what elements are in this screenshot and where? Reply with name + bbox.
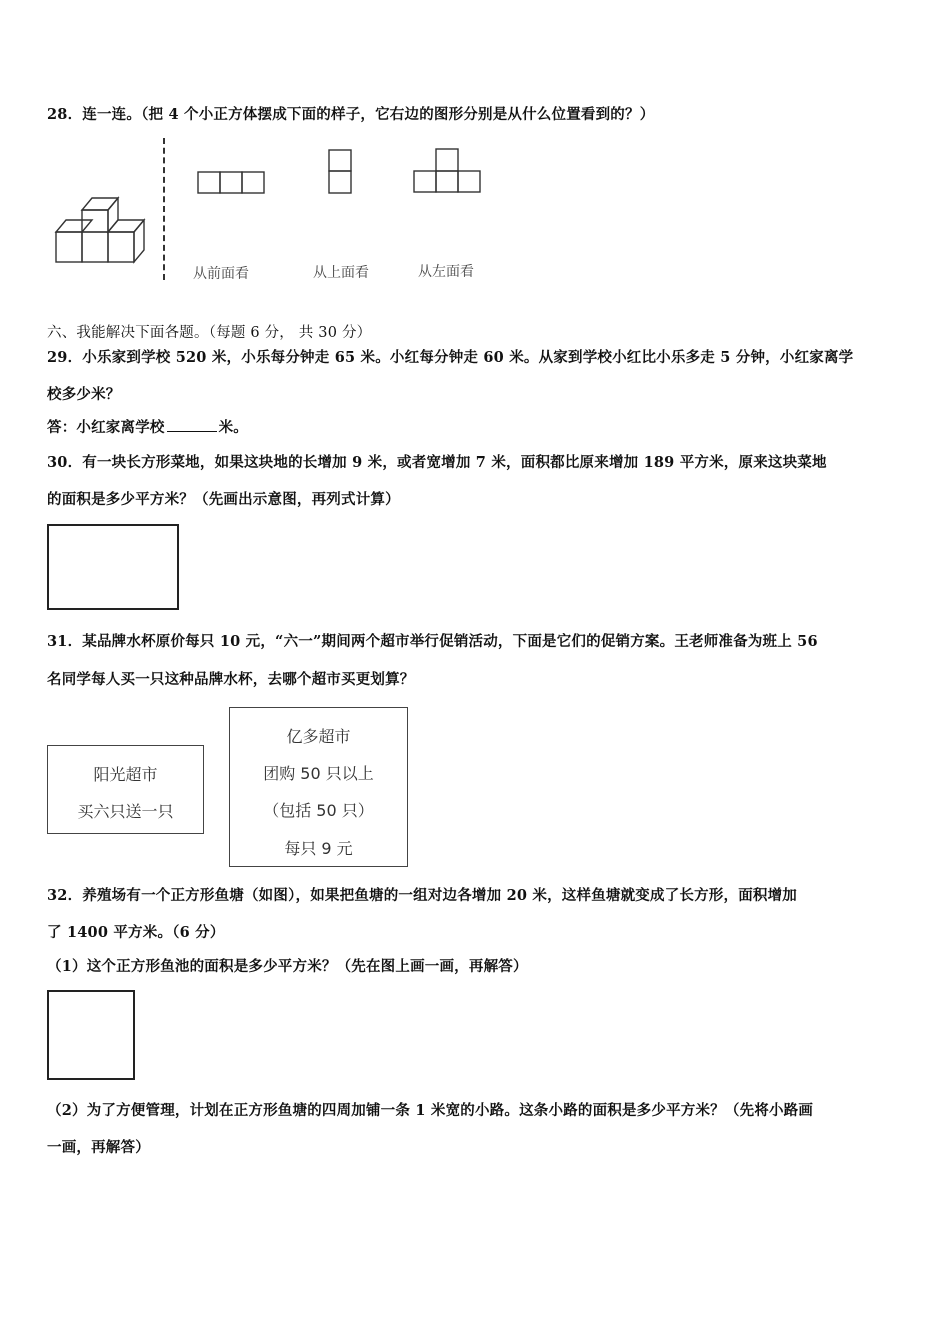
store-yiduo-line1: 团购 50 只以上 [263,764,374,783]
caption-top-view: 从上面看 [313,265,369,281]
caption-front-view: 从前面看 [193,266,249,282]
store-yiduo-line2: （包括 50 只） [263,801,374,820]
q29-answer [47,416,248,437]
store-yangguang-name: 阳光超市 [93,765,158,784]
q32-line2: 了 1400 平方米。（6 分） [47,924,225,941]
q31-line1: 31．某品牌水杯原价每只 10 元，“六一”期间两个超市举行促销活动，下面是它们的促销方案。王老师准备为班上 56 [47,633,818,650]
q32-part1: （1）这个正方形鱼池的面积是多少平方米？（先在图上画一画，再解答） [47,958,528,975]
q29-answer-suffix: 米。 [218,419,249,436]
q29-line1: 29．小乐家到学校 520 米，小乐每分钟走 65 米。小红每分钟走 60 米。从家到学校小红比小乐多走 5 分钟，小红家离学 [47,349,854,366]
q31-line2: 名同学每人买一只这种品牌水杯，去哪个超市买更划算？ [47,671,415,688]
cube-stack-figure [52,192,152,266]
q32-part2-line2: 一画，再解答） [47,1139,150,1156]
q29-answer-prefix: 答：小红家离学校 [47,419,165,436]
store-yiduo-line3: 每只 9 元 [284,839,353,858]
store-yiduo-name: 亿多超市 [286,727,351,746]
store-yangguang-box [47,745,204,834]
section-6-title: 六、我能解决下面各题。（每题 6 分， 共 30 分） [47,325,372,341]
q30-answer-box [47,524,179,610]
store-yangguang-offer: 买六只送一只 [77,802,174,821]
caption-left-view: 从左面看 [418,264,474,280]
q29-answer-blank[interactable] [167,431,217,432]
store-yiduo-box [229,707,408,867]
dashed-divider [163,138,165,280]
front-view-figure [197,171,267,195]
q30-line1: 30．有一块长方形菜地，如果这块地的长增加 9 米，或者宽增加 7 米，面积都比原来增加 189 平方米，原来这块菜地 [47,454,827,471]
q32-line1: 32．养殖场有一个正方形鱼塘（如图），如果把鱼塘的一组对边各增加 20 米，这样鱼塘就变成了长方形，面积增加 [47,887,797,904]
q28-text: 28．连一连。（把 4 个小正方体摆成下面的样子，它右边的图形分别是从什么位置看到的？） [47,106,655,123]
top-view-figure [328,149,354,195]
left-view-figure [413,148,483,194]
q32-part2-line1: （2）为了方便管理，计划在正方形鱼塘的四周加铺一条 1 米宽的小路。这条小路的面积是多少平方米？（先将小路画 [47,1102,814,1119]
square-pond-figure [47,990,135,1080]
q29-line2: 校多少米？ [47,386,121,403]
q30-line2: 的面积是多少平方米？（先画出示意图，再列式计算） [47,491,400,508]
